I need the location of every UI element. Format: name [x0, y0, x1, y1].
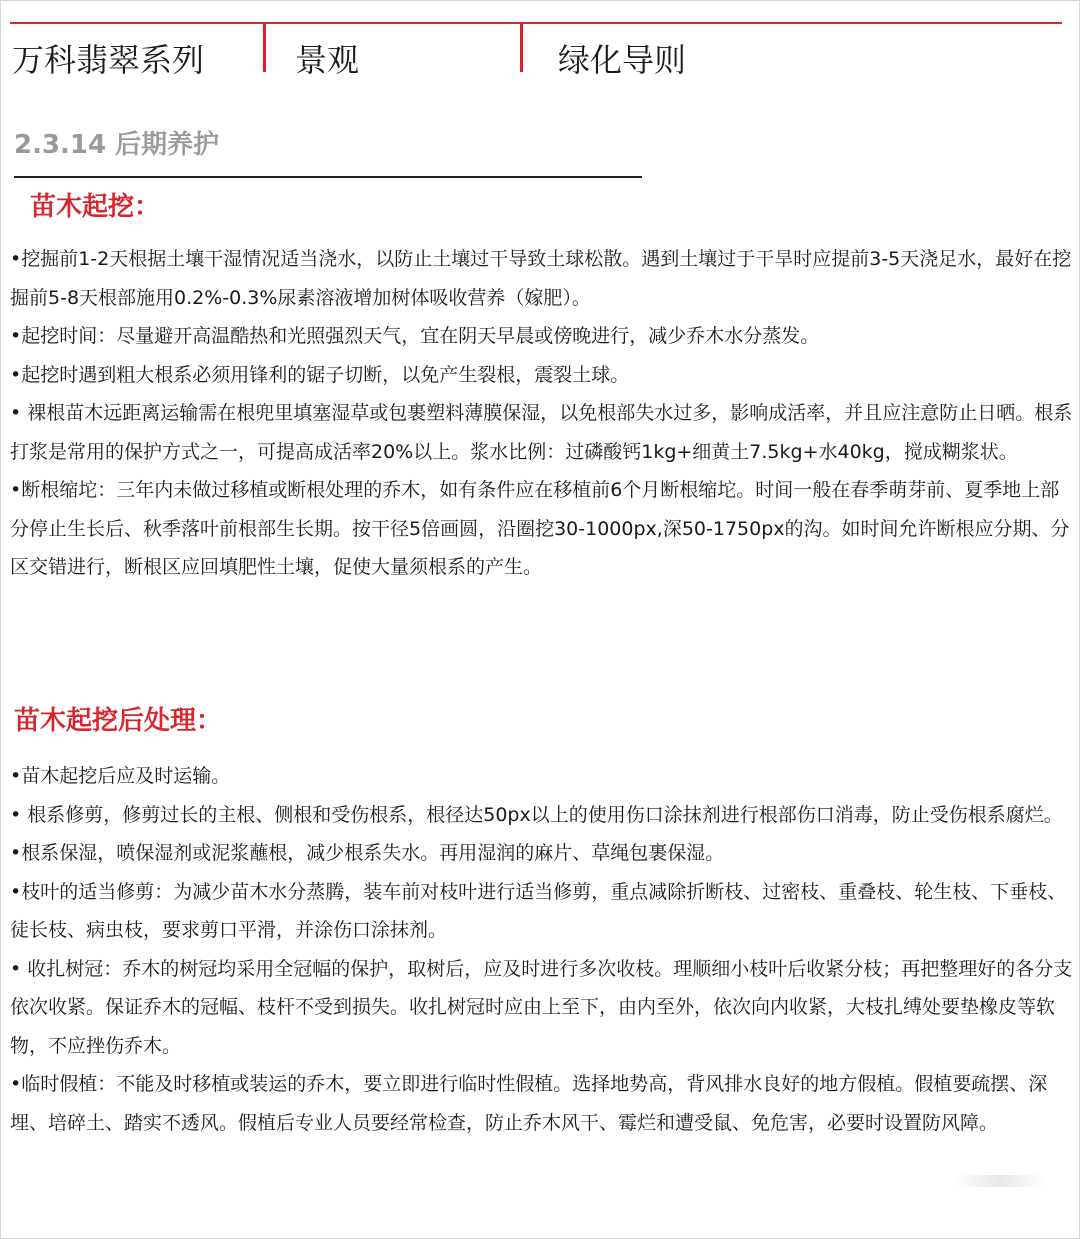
part1-paragraph: •挖掘前1-2天根据土壤干湿情况适当浇水，以防止土壤过干导致土球松散。遇到土壤过于干旱时应提前3-5天浇足水，最好在挖掘前5-8天根部施用0.2%-0.3%尿素溶液增加树体吸收营养（嫁肥）。 [10, 248, 1072, 309]
part2-body [10, 757, 1076, 1142]
header-guide-title: 绿化导则 [558, 41, 687, 79]
part2-paragraph: •枝叶的适当修剪：为减少苗木水分蒸腾，装车前对枝叶进行适当修剪，重点减除折断枝、过密枝、重叠枝、轮生枝、下垂枝、徒长枝、病虫枝，要求剪口平滑，并涂伤口涂抹剂。 [10, 880, 1067, 941]
part1-paragraph: • 裸根苗木远距离运输需在根兜里填塞湿草或包裹塑料薄膜保湿，以免根部失水过多，影响成活率，并且应注意防止日晒。根系打浆是常用的保护方式之一，可提高成活率20%以上。浆水比例：过磷酸钙1kg+细黄土7.5kg+水40kg，搅成糊浆状。 [10, 402, 1073, 463]
part1-paragraph: •起挖时遇到粗大根系必须用锋利的锯子切断，以免产生裂根，震裂土球。 [10, 363, 630, 386]
watermark [955, 1175, 1045, 1187]
part1-heading: 苗木起挖： [30, 192, 161, 222]
header-series-title: 万科翡翠系列 [12, 41, 205, 79]
part1-paragraph: •断根缩坨：三年内未做过移植或断根处理的乔木，如有条件应在移植前6个月断根缩坨。时间一般在春季萌芽前、夏季地上部分停止生长后、秋季落叶前根部生长期。按干径5倍画圆，沿圈挖30-1000px,深50-1750px的沟。如时间允许断根应分期、分区交错进行，断根区应回填肥性土壤，促使大量须根系的产生。 [10, 479, 1070, 578]
header-category-title: 景观 [295, 41, 360, 79]
header-top-rule [10, 22, 1062, 24]
header-divider-2 [520, 24, 523, 72]
part2-paragraph: •临时假植：不能及时移植或装运的乔木，要立即进行临时性假植。选择地势高，背风排水良好的地方假植。假植要疏摆、深埋、培碎土、踏实不透风。假植后专业人员要经常检查，防止乔木风干、霉烂和遭受鼠、免危害，必要时设置防风障。 [10, 1073, 1048, 1134]
part2-heading: 苗木起挖后处理： [14, 706, 223, 736]
header-divider-1 [263, 24, 266, 72]
part2-paragraph: • 根系修剪，修剪过长的主根、侧根和受伤根系，根径达50px以上的使用伤口涂抹剂进行根部伤口消毒，防止受伤根系腐烂。 [10, 803, 1063, 826]
section-title: 2.3.14 后期养护 [14, 130, 220, 160]
part2-paragraph: •苗木起挖后应及时运输。 [10, 765, 231, 787]
part2-paragraph: •根系保湿，喷保湿剂或泥浆蘸根，减少根系失水。再用湿润的麻片、草绳包裹保湿。 [10, 842, 725, 864]
part1-paragraph: •起挖时间：尽量避开高温酷热和光照强烈天气，宜在阴天早晨或傍晚进行，减少乔木水分蒸发。 [10, 325, 820, 347]
part1-body [10, 240, 1076, 587]
part2-paragraph: • 收扎树冠：乔木的树冠均采用全冠幅的保护，取树后，应及时进行多次收枝。理顺细小枝叶后收紧分枝；再把整理好的各分支依次收紧。保证乔木的冠幅、枝杆不受到损失。收扎树冠时应由上至下，由内至外，依次向内收紧，大枝扎缚处要垫橡皮等软物，不应挫伤乔木。 [10, 957, 1073, 1057]
section-underline [14, 176, 642, 178]
